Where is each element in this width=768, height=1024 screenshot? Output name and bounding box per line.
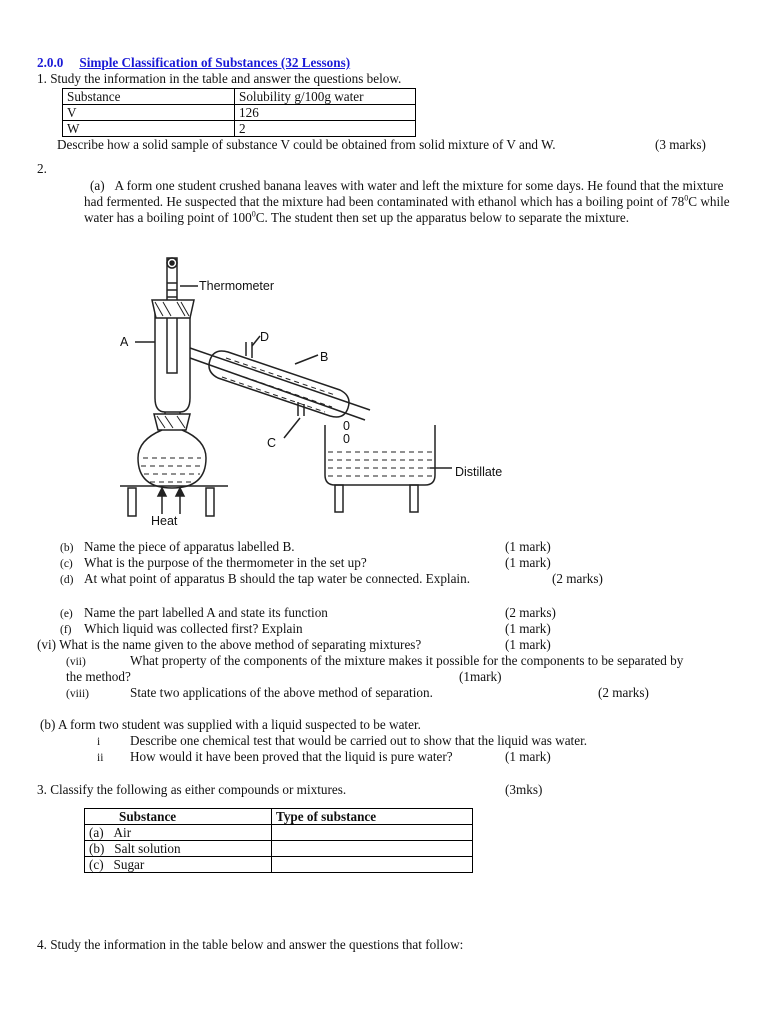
subq-label: (c) bbox=[60, 558, 73, 570]
q3-table bbox=[84, 808, 473, 873]
table-row bbox=[85, 825, 473, 841]
q2b-item-text: How would it have been proved that the liquid is pure water? bbox=[130, 749, 453, 764]
distillation-apparatus-diagram bbox=[0, 250, 768, 535]
subq-label: (f) bbox=[60, 624, 72, 636]
section-heading bbox=[37, 55, 350, 71]
subq-marks: (1 mark) bbox=[505, 621, 551, 636]
label-c: C bbox=[267, 436, 277, 450]
subq-label: (d) bbox=[60, 574, 74, 586]
q2a-text-1: A form one student crushed banana leaves with water and left the mixture for some days. He found that the mixture had fermented. He suspected that the mixture had been contaminated with ethanol which has a boiling point of 78 bbox=[84, 178, 724, 209]
q2a-text-2: C while water has a boiling point of 100 bbox=[84, 194, 730, 225]
subq-text: Which liquid was collected first? Explain bbox=[84, 621, 303, 636]
q2b-item-label: i bbox=[97, 736, 101, 748]
q2a-text-3: C. The student then set up the apparatus below to separate the mixture. bbox=[255, 210, 630, 225]
label-heat: Heat bbox=[151, 514, 178, 528]
q1-marks: (3 marks) bbox=[655, 137, 706, 152]
q2b-text: (b) A form two student was supplied with a liquid suspected to be water. bbox=[40, 717, 421, 732]
table-header-row bbox=[85, 809, 473, 825]
q2b-item-marks: (1 mark) bbox=[505, 749, 551, 764]
table-cell: 2 bbox=[235, 121, 416, 137]
subq-text: What is the purpose of the thermometer in the set up? bbox=[84, 555, 367, 570]
q4-text: 4. Study the information in the table below and answer the questions that follow: bbox=[37, 937, 464, 952]
table-cell bbox=[85, 841, 272, 857]
table-cell bbox=[85, 825, 272, 841]
q2a-paragraph bbox=[84, 178, 734, 226]
table-row bbox=[63, 105, 416, 121]
label-d: D bbox=[260, 330, 270, 344]
subq-vii-label: (vii) bbox=[66, 656, 86, 668]
label-b: B bbox=[320, 350, 329, 364]
subq-viii-label: (viii) bbox=[66, 688, 89, 700]
still-head bbox=[155, 306, 190, 412]
q2-number: 2. bbox=[37, 161, 47, 176]
q3-marks: (3mks) bbox=[505, 782, 543, 797]
table-cell bbox=[85, 857, 272, 873]
subq-vii-text-2: the method? bbox=[66, 669, 131, 684]
subq-marks: (2 marks) bbox=[505, 605, 556, 620]
answer-cell[interactable] bbox=[272, 857, 473, 873]
superscript: 0 bbox=[251, 209, 256, 219]
row-label: (b) bbox=[89, 841, 105, 856]
subq-label: (e) bbox=[60, 608, 73, 620]
subq-vi-text: (vi) What is the name given to the above method of separating mixtures? bbox=[37, 637, 422, 652]
subq-marks: (1 mark) bbox=[505, 555, 551, 570]
label-distillate: Distillate bbox=[455, 465, 503, 479]
subq-vii-marks: (1mark) bbox=[459, 669, 502, 684]
superscript: 0 bbox=[684, 193, 689, 203]
row-label: (a) bbox=[89, 825, 104, 840]
row-substance: Salt solution bbox=[114, 841, 181, 856]
q2b-item-text: Describe one chemical test that would be carried out to show that the liquid was water. bbox=[130, 733, 588, 748]
table-header: Solubility g/100g water bbox=[235, 89, 416, 105]
table-row bbox=[85, 857, 473, 873]
subq-text: At what point of apparatus B should the tap water be connected. Explain. bbox=[84, 571, 470, 586]
subq-viii-marks: (2 marks) bbox=[598, 685, 649, 700]
subq-marks: (2 marks) bbox=[552, 571, 603, 586]
section-title: Simple Classification of Substances (32 Lessons) bbox=[79, 55, 351, 70]
subq-vii-text: What property of the components of the mixture makes it possible for the components to be separated by bbox=[130, 653, 684, 668]
row-substance: Sugar bbox=[113, 857, 145, 872]
q1-question: Describe how a solid sample of substance V could be obtained from solid mixture of V and W. bbox=[57, 137, 556, 152]
distillate-drop: 0 bbox=[343, 419, 350, 433]
table-row bbox=[63, 121, 416, 137]
label-thermometer: Thermometer bbox=[199, 279, 275, 293]
subq-label: (b) bbox=[60, 542, 74, 554]
table-header: Type of substance bbox=[272, 809, 473, 825]
subq-text: Name the part labelled A and state its function bbox=[84, 605, 328, 620]
subq-viii-text: State two applications of the above method of separation. bbox=[130, 685, 433, 700]
distillate-drop: 0 bbox=[343, 432, 350, 446]
table-header: Substance bbox=[63, 89, 235, 105]
subq-text: Name the piece of apparatus labelled B. bbox=[84, 539, 295, 554]
round-bottom-flask bbox=[138, 430, 206, 488]
table-cell: V bbox=[63, 105, 235, 121]
table-header-row bbox=[63, 89, 416, 105]
subq-vi-marks: (1 mark) bbox=[505, 637, 551, 652]
row-substance: Air bbox=[113, 825, 132, 840]
q2b-item-label: ii bbox=[97, 752, 104, 764]
label-a: A bbox=[120, 335, 129, 349]
row-label: (c) bbox=[89, 857, 104, 872]
table-cell: W bbox=[63, 121, 235, 137]
q1-intro: 1. Study the information in the table and answer the questions below. bbox=[37, 71, 402, 86]
q1-table bbox=[62, 88, 416, 137]
table-header: Substance bbox=[85, 809, 272, 825]
table-cell: 126 bbox=[235, 105, 416, 121]
answer-cell[interactable] bbox=[272, 825, 473, 841]
subq-marks: (1 mark) bbox=[505, 539, 551, 554]
table-row bbox=[85, 841, 473, 857]
q2a-label: (a) bbox=[90, 178, 105, 193]
section-number: 2.0.0 bbox=[37, 55, 64, 70]
answer-cell[interactable] bbox=[272, 841, 473, 857]
q3-text: 3. Classify the following as either compounds or mixtures. bbox=[37, 782, 347, 797]
